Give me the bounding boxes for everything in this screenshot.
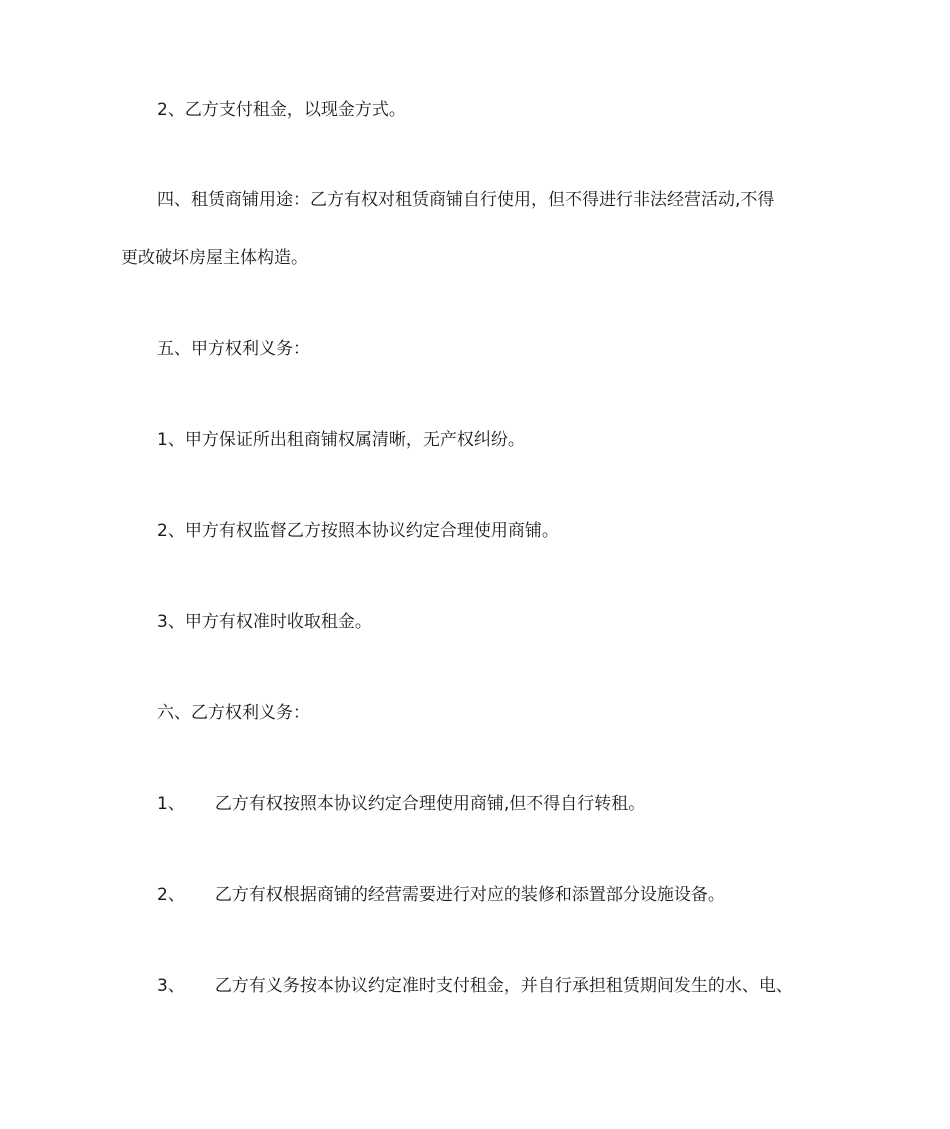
- list-item-text: 乙方有义务按本协议约定准时支付租金，并自行承担租赁期间发生的水、电、: [214, 976, 793, 996]
- list-item-party-a-3: [157, 611, 372, 633]
- list-item-text: 乙方有权按照本协议约定合理使用商铺,但不得自行转租。: [214, 794, 646, 814]
- paragraph-text: 2、乙方支付租金，以现金方式。: [157, 100, 406, 120]
- paragraph-usage-line-1: [157, 189, 774, 211]
- list-item-text: 1、甲方保证所出租商铺权属清晰，无产权纠纷。: [157, 430, 525, 450]
- list-item-text: 2、甲方有权监督乙方按照本协议约定合理使用商铺。: [157, 521, 559, 541]
- list-item-party-b-1: [157, 793, 645, 815]
- section-heading-text: 五、甲方权利义务：: [157, 339, 310, 359]
- list-item-party-b-3: [157, 975, 793, 997]
- list-item-number: 1、: [157, 794, 185, 814]
- paragraph-text: 更改破坏房屋主体构造。: [121, 248, 308, 268]
- list-item-number: 3、: [157, 976, 185, 996]
- section-heading-text: 六、乙方权利义务：: [157, 703, 310, 723]
- section-heading-party-b: [157, 702, 310, 724]
- list-item-party-a-1: [157, 429, 525, 451]
- paragraph-usage-line-2: [121, 247, 308, 269]
- list-item-party-b-2: [157, 884, 725, 906]
- paragraph-payment-method: [157, 99, 406, 121]
- paragraph-text: 四、租赁商铺用途：乙方有权对租赁商铺自行使用，但不得进行非法经营活动,不得: [157, 190, 775, 210]
- section-heading-party-a: [157, 338, 310, 360]
- list-item-party-a-2: [157, 520, 559, 542]
- list-item-text: 3、甲方有权准时收取租金。: [157, 612, 372, 632]
- list-item-number: 2、: [157, 885, 185, 905]
- list-item-text: 乙方有权根据商铺的经营需要进行对应的装修和添置部分设施设备。: [214, 885, 725, 905]
